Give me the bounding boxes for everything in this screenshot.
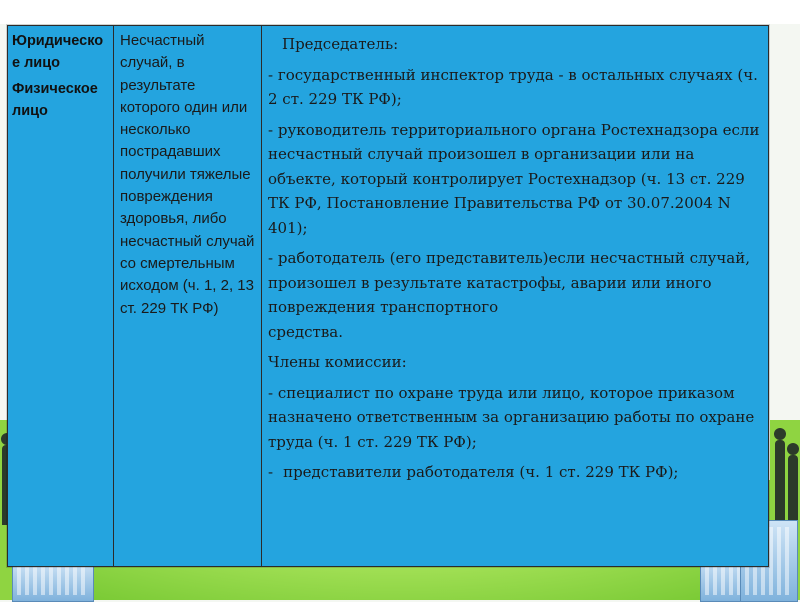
entity-type-column: [8, 26, 114, 566]
accident-type-column: [114, 26, 262, 566]
chairman-item-employer: - работодатель (его представитель)если несчастный случай, произошел в результате катастрофы, аварии или иного повреждения транспортного: [268, 249, 750, 316]
accident-description: Несчастный случай, в результате которого один или несколько пострадавших получили тяжелые повреждения здоровья, либо несчастный случай со смертельным исходом (ч. 1, 2, 13 ст. 229 ТК РФ): [120, 32, 255, 317]
chairman-item-employer-end: средства.: [268, 322, 343, 341]
slide-top-band: [0, 0, 800, 24]
member-item-employer-reps: [268, 460, 762, 485]
legal-entity-label: Юридическое лицо: [12, 33, 104, 71]
member-item-safety-specialist: - специалист по охране труда или лицо, которое приказом назначено ответственным за организацию работы по охране труда (ч. 1 ст. 229 ТК РФ);: [268, 383, 755, 451]
chairman-heading: Председатель:: [282, 35, 399, 53]
commission-composition-column: [262, 26, 768, 566]
members-heading: Члены комиссии:: [268, 353, 407, 371]
person-silhouette-icon: [775, 440, 785, 520]
commission-table: [7, 25, 769, 567]
list-dash: -: [268, 463, 274, 481]
member-item-employer-reps-text: представители работодателя (ч. 1 ст. 229 ТК РФ);: [283, 463, 679, 481]
chairman-item-rostekhnadzor: - руководитель территориального органа Ростехнадзора если несчастный случай произошел в организации или на объекте, который контролирует Ростехнадзор (ч. 13 ст. 229 ТК РФ, Постановление Правительства РФ от 30.07.2004 N 401);: [268, 120, 760, 237]
chairman-item-inspector: - государственный инспектор труда - в остальных случаях (ч. 2 ст. 229 ТК РФ);: [268, 65, 758, 108]
individual-label: Физическое лицо: [12, 81, 98, 119]
